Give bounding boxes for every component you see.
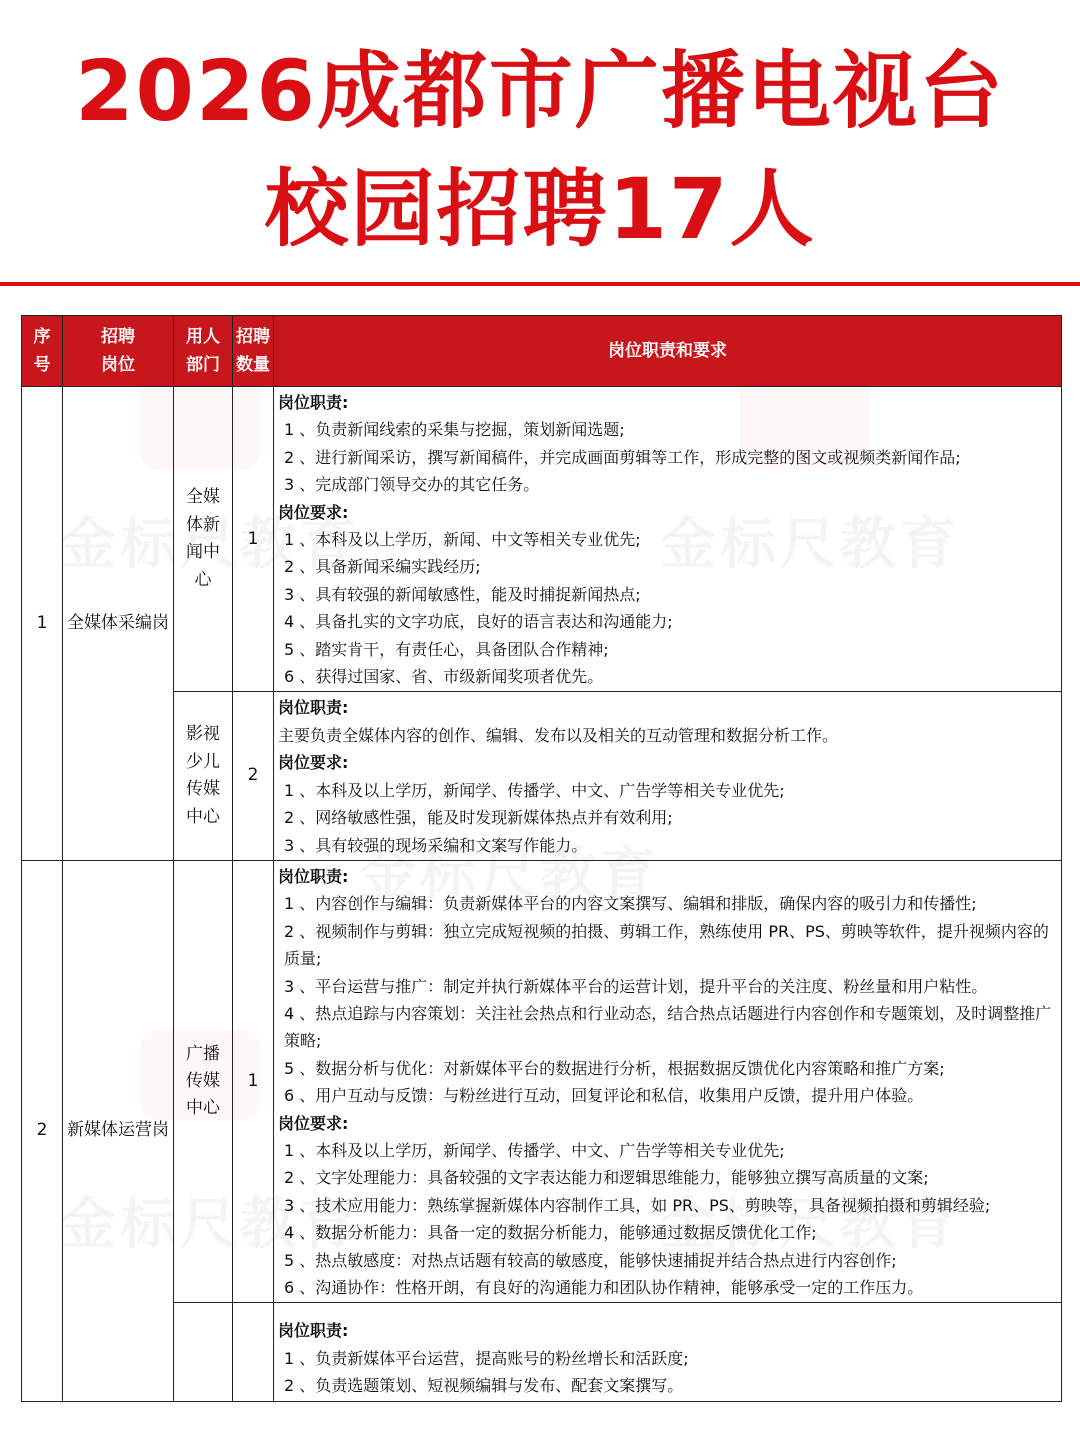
header-dept: 用人 部门 — [174, 316, 233, 387]
list-item: 3 、具有较强的现场采编和文案写作能力。 — [284, 835, 588, 855]
row-dept: 全媒体新闻中心 — [174, 387, 233, 692]
list-item: 5 、热点敏感度：对热点话题有较高的敏感度，能够快速捕捉并结合热点进行内容创作; — [284, 1250, 897, 1270]
list-item: 5 、踏实肯干，有责任心，具备团队合作精神; — [284, 639, 609, 659]
row-description — [274, 387, 1062, 692]
duties-label: 岗位职责: — [278, 866, 349, 886]
list-item: 2 、视频制作与剪辑：独立完成短视频的拍摄、剪辑工作，熟练使用 PR、PS、剪映等软件，提升视频内容的质量; — [284, 921, 1049, 969]
list-item: 1 、本科及以上学历，新闻学、传播学、中文、广告学等相关专业优先; — [284, 780, 785, 800]
row-post: 全媒体采编岗 — [63, 387, 174, 861]
list-item: 6 、沟通协作：性格开朗，有良好的沟通能力和团队协作精神，能够承受一定的工作压力。 — [284, 1278, 924, 1297]
list-item: 6 、获得过国家、省、市级新闻奖项者优先。 — [284, 667, 604, 687]
row-count — [233, 1303, 274, 1401]
header-count: 招聘 数量 — [233, 316, 274, 387]
list-item: 4 、具备扎实的文字功底，良好的语言表达和沟通能力; — [284, 612, 673, 632]
list-item: 1 、内容创作与编辑：负责新媒体平台的内容文案撰写、编辑和排版，确保内容的吸引力和传播性; — [284, 894, 977, 914]
requirements-label: 岗位要求: — [278, 1113, 349, 1133]
row-seq: 2 — [22, 860, 63, 1401]
recruitment-table — [21, 315, 1062, 1402]
title-divider — [0, 282, 1080, 286]
table-row — [22, 387, 1062, 692]
list-item: 3 、完成部门领导交办的其它任务。 — [284, 475, 540, 495]
list-item: 2 、具备新闻采编实践经历; — [284, 557, 481, 577]
table-row — [22, 692, 1062, 860]
list-item: 2 、负责选题策划、短视频编辑与发布、配套文案撰写。 — [284, 1376, 684, 1396]
list-item: 5 、数据分析与优化：对新媒体平台的数据进行分析，根据数据反馈优化内容策略和推广方案; — [284, 1058, 945, 1078]
list-item: 3 、平台运营与推广：制定并执行新媒体平台的运营计划，提升平台的关注度、粉丝量和用户粘性。 — [284, 976, 988, 996]
table-row — [22, 1303, 1062, 1401]
list-item: 1 、负责新媒体平台运营，提高账号的粉丝增长和活跃度; — [284, 1348, 689, 1368]
list-item: 1 、本科及以上学历，新闻、中文等相关专业优先; — [284, 530, 641, 550]
row-dept — [174, 1303, 233, 1401]
list-item: 2 、进行新闻采访，撰写新闻稿件，并完成画面剪辑等工作，形成完整的图文或视频类新闻作品; — [284, 447, 961, 467]
header-post: 招聘 岗位 — [63, 316, 174, 387]
list-item: 4 、热点追踪与内容策划：关注社会热点和行业动态，结合热点话题进行内容创作和专题策划，及时调整推广策略; — [284, 1003, 1052, 1051]
requirements-label: 岗位要求: — [278, 753, 349, 773]
table-row — [22, 860, 1062, 1303]
list-item: 2 、网络敏感性强，能及时发现新媒体热点并有效利用; — [284, 808, 673, 828]
duties-label: 岗位职责: — [278, 1321, 349, 1341]
list-item: 主要负责全媒体内容的创作、编辑、发布以及相关的互动管理和数据分析工作。 — [278, 725, 839, 745]
row-description — [274, 692, 1062, 860]
row-count: 1 — [233, 387, 274, 692]
row-post: 新媒体运营岗 — [63, 860, 174, 1401]
row-seq: 1 — [22, 387, 63, 861]
list-item: 1 、负责新闻线索的采集与挖掘，策划新闻选题; — [284, 420, 625, 440]
duties-label: 岗位职责: — [278, 393, 349, 412]
header-seq: 序 号 — [22, 316, 63, 387]
list-item: 3 、技术应用能力：熟练掌握新媒体内容制作工具，如 PR、PS、剪映等，具备视频拍摄和剪辑经验; — [284, 1195, 991, 1215]
row-description — [274, 1303, 1062, 1401]
list-item: 2 、文字处理能力：具备较强的文字表达能力和逻辑思维能力，能够独立撰写高质量的文案; — [284, 1168, 929, 1188]
list-item: 1 、本科及以上学历，新闻学、传播学、中文、广告学等相关专业优先; — [284, 1140, 785, 1160]
row-count: 2 — [233, 692, 274, 860]
list-item: 6 、用户互动与反馈：与粉丝进行互动，回复评论和私信，收集用户反馈，提升用户体验。 — [284, 1086, 924, 1106]
page-title-line-2: 校园招聘17人 — [264, 160, 816, 258]
duties-label: 岗位职责: — [278, 698, 349, 718]
row-count: 1 — [233, 860, 274, 1303]
row-description — [274, 860, 1062, 1303]
list-item: 4 、数据分析能力：具备一定的数据分析能力，能够通过数据反馈优化工作; — [284, 1223, 817, 1243]
row-dept: 影视少儿传媒中心 — [174, 692, 233, 860]
row-dept: 广播传媒中心 — [174, 860, 233, 1303]
requirements-label: 岗位要求: — [278, 502, 349, 522]
page-title-line-1: 2026成都市广播电视台 — [75, 42, 1005, 140]
list-item: 3 、具有较强的新闻敏感性，能及时捕捉新闻热点; — [284, 584, 641, 604]
table-header-row — [22, 316, 1062, 387]
header-desc: 岗位职责和要求 — [274, 316, 1062, 387]
